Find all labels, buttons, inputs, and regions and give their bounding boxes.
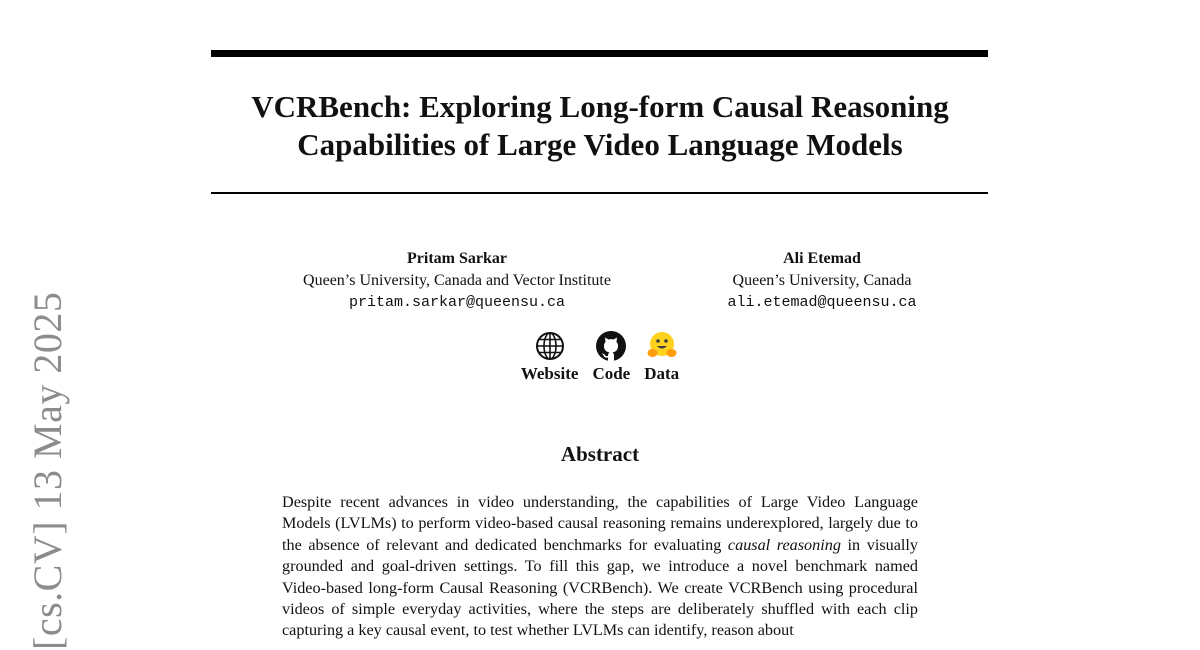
github-icon: [594, 330, 628, 362]
data-label: Data: [644, 364, 680, 383]
author-name: Ali Etemad: [783, 250, 861, 267]
abstract-part-2: in visually grounded and goal-driven settings. To fill this gap, we introduce a novel benchmark named Video-based long-form Causal Reasoning (VCRBench). We create VCRBench using procedural videos of simple everyday activities, where the steps are deliberately shuffled with each clip capturing a key causal event, to test whether LVLMs can identify, reason about: [282, 535, 918, 640]
abstract-emphasis: causal reasoning: [727, 535, 841, 554]
title-rule: [211, 192, 988, 194]
top-rule: [211, 50, 988, 57]
title-line-2: Capabilities of Large Video Language Models: [297, 127, 903, 162]
website-link[interactable]: [521, 330, 579, 384]
author-affiliation: Queen’s University, Canada: [732, 272, 912, 289]
author-name: Pritam Sarkar: [407, 250, 507, 267]
abstract-text: [282, 492, 918, 642]
huggingface-icon: [645, 330, 679, 362]
data-link[interactable]: [644, 330, 679, 384]
globe-icon: [533, 330, 567, 362]
title-line-1: VCRBench: Exploring Long-form Causal Reasoning: [251, 89, 949, 124]
author-email[interactable]: pritam.sarkar@queensu.ca: [348, 294, 566, 311]
author-block-1: [252, 248, 662, 314]
website-label: Website: [520, 364, 579, 383]
author-block-2: [702, 248, 942, 314]
code-link[interactable]: [592, 330, 630, 384]
author-email[interactable]: ali.etemad@queensu.ca: [727, 294, 917, 311]
author-affiliation: Queen’s University, Canada and Vector Institute: [303, 272, 611, 289]
paper-title: [160, 88, 1040, 164]
abstract-heading: Abstract: [560, 442, 640, 466]
code-label: Code: [592, 364, 631, 383]
abstract-part-1: Despite recent advances in video understanding, the capabilities of Large Video Language Models (LVLMs) to perform video-based causal reasoning remains underexplored, largely due to the absence of relevant and dedicated benchmarks for evaluating: [282, 493, 918, 554]
arxiv-stamp: [cs.CV] 13 May 2025: [25, 291, 70, 650]
resource-links: [494, 330, 706, 384]
